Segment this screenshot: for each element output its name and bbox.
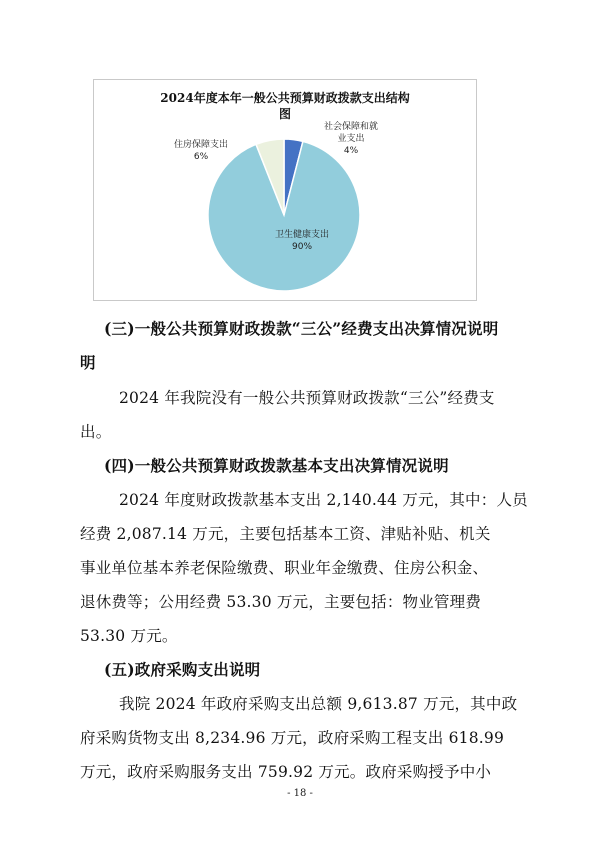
- chart-title-continued: 图: [278, 107, 291, 121]
- pie-chart-frame: [93, 79, 477, 301]
- section-heading-three: (三)一般公共预算财政拨款“三公”经费支出决算情况说明: [104, 319, 499, 338]
- paragraph-four-line-1: 2024 年度财政拨款基本支出 2,140.44 万元，其中：人员: [119, 491, 528, 509]
- paragraph-four-line-4: 退休费等；公用经费 53.30 万元，主要包括：物业管理费: [80, 593, 482, 611]
- paragraph-three-line-1: 2024 年我院没有一般公共预算财政拨款“三公”经费支: [119, 389, 495, 407]
- paragraph-five-line-2: 府采购货物支出 8,234.96 万元，政府采购工程支出 618.99: [80, 729, 505, 747]
- slice-label-health: 卫生健康支出 90%: [275, 230, 330, 252]
- section-heading-three-continued: 明: [80, 353, 96, 372]
- page-number: - 18 -: [287, 788, 313, 799]
- paragraph-three-line-2: 出。: [80, 423, 112, 441]
- slice-label-housing: 住房保障支出 6%: [174, 140, 229, 162]
- section-heading-five: (五)政府采购支出说明: [104, 660, 261, 679]
- slice-label-social-security: 社会保障和就 业支出 4%: [324, 122, 379, 156]
- paragraph-five-line-3: 万元，政府采购服务支出 759.92 万元。政府采购授予中小: [80, 763, 492, 781]
- pie-chart: [94, 80, 478, 302]
- paragraph-five-line-1: 我院 2024 年政府采购支出总额 9,613.87 万元，其中政: [119, 695, 518, 713]
- paragraph-four-line-3: 事业单位基本养老保险缴费、职业年金缴费、住房公积金、: [80, 559, 489, 577]
- section-heading-four: (四)一般公共预算财政拨款基本支出决算情况说明: [104, 456, 449, 475]
- paragraph-four-line-5: 53.30 万元。: [80, 627, 178, 645]
- paragraph-four-line-2: 经费 2,087.14 万元，主要包括基本工资、津贴补贴、机关: [80, 525, 491, 543]
- chart-title: 2024年度本年一般公共预算财政拨款支出结构: [160, 91, 410, 105]
